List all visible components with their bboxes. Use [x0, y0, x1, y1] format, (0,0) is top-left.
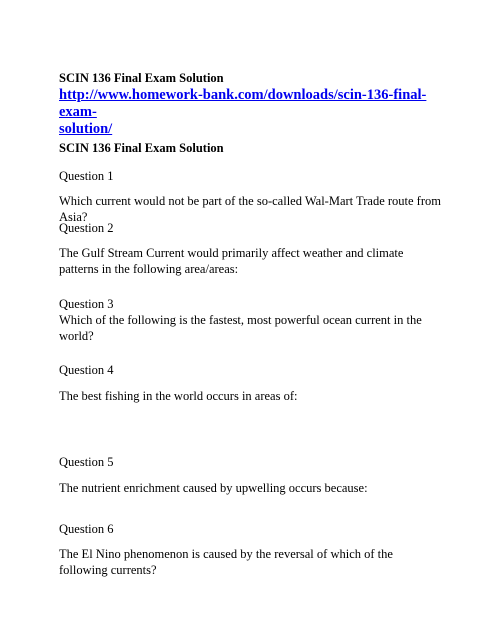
question-4-text: The best fishing in the world occurs in areas of: — [59, 389, 298, 403]
question-4-label: Question 4 — [59, 363, 114, 377]
question-3-text: Which of the following is the fastest, most powerful ocean current in the world? — [59, 313, 422, 343]
download-link[interactable] — [59, 87, 439, 138]
download-link-line1: http://www.homework-bank.com/downloads/scin-136-final-exam- — [59, 87, 427, 120]
document-header-title: SCIN 136 Final Exam Solution — [59, 71, 224, 85]
section-title: SCIN 136 Final Exam Solution — [59, 141, 224, 155]
question-5-label: Question 5 — [59, 455, 114, 469]
question-3-label: Question 3 — [59, 297, 114, 311]
question-6-text: The El Nino phenomenon is caused by the reversal of which of the following currents? — [59, 547, 393, 577]
question-2-label: Question 2 — [59, 221, 114, 235]
question-6-label: Question 6 — [59, 522, 114, 536]
question-5-text: The nutrient enrichment caused by upwelling occurs because: — [59, 481, 368, 495]
download-link-line2: solution/ — [59, 121, 113, 137]
question-1-label: Question 1 — [59, 169, 114, 183]
question-1-text: Which current would not be part of the so-called Wal-Mart Trade route from Asia? — [59, 194, 441, 224]
question-2-text: The Gulf Stream Current would primarily affect weather and climate patterns in the following area/areas: — [59, 246, 404, 276]
